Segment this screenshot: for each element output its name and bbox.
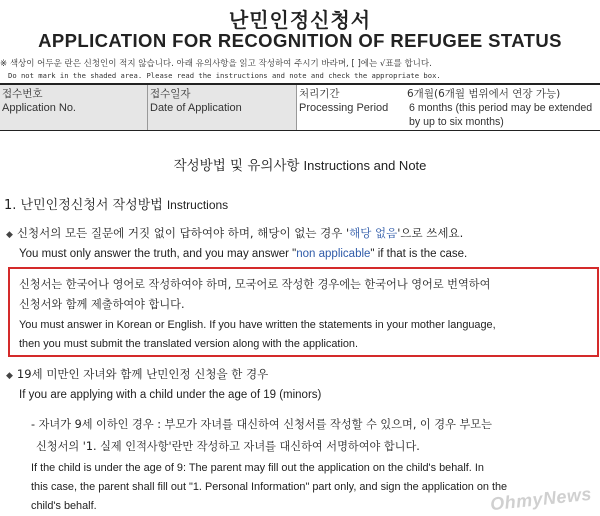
bullet-text: 19세 미만인 자녀와 함께 난민인정 신청을 한 경우 xyxy=(16,367,269,381)
language-requirement-en-1: You must answer in Korean or English. If you have written the statements in your mother language, xyxy=(19,319,496,331)
table-bottom-border xyxy=(0,130,600,131)
quoted-text: non applicable xyxy=(296,248,371,260)
language-requirement-ko-2: 신청서와 함께 제출하여야 합니다. xyxy=(19,298,185,311)
bullet-minor-children-ko xyxy=(6,366,268,382)
instructions-section-title xyxy=(0,154,600,174)
processing-period-value-en-1: 6 months (this period may be extended xyxy=(409,102,593,114)
bullet-truthful-answers-en xyxy=(19,248,467,260)
bullet-text: '으로 쓰세요. xyxy=(397,226,464,240)
bullet-text: You must only answer the truth, and you may answer " xyxy=(19,248,297,260)
shaded-area-notice-korean: ※ 색상이 어두운 란은 신청인이 적지 않습니다. 아래 유의사항을 읽고 작성하여 주시기 바라며, [ ]에는 √표를 합니다. xyxy=(0,59,432,69)
processing-period-value-en-2: by up to six months) xyxy=(409,116,504,128)
receipt-number-cell xyxy=(0,85,147,130)
heading-en: Instructions xyxy=(166,198,229,212)
application-date-label-en: Date of Application xyxy=(150,102,242,114)
language-requirement-en-2: then you must submit the translated version along with the application. xyxy=(19,338,359,350)
diamond-bullet-icon: ◆ xyxy=(6,371,13,381)
bullet-minor-children-en: If you are applying with a child under the age of 19 (minors) xyxy=(19,389,322,401)
bullet-text: " if that is the case. xyxy=(370,248,468,260)
section-title-en: Instructions and Note xyxy=(303,158,427,173)
diamond-bullet-icon: ◆ xyxy=(6,230,13,240)
processing-period-value-cell xyxy=(405,85,600,130)
application-date-cell xyxy=(148,85,296,130)
form-title-english: APPLICATION FOR RECOGNITION OF REFUGEE STATUS xyxy=(38,30,562,51)
ohmynews-watermark: OhmyNews xyxy=(489,483,593,515)
section-title-ko: 작성방법 및 유의사항 xyxy=(173,158,300,174)
under-nine-rule-ko-2: 신청서의 '1. 실제 인적사항'란만 작성하고 자녀를 대신하여 서명하여야 합니다. xyxy=(36,440,420,453)
processing-period-value-ko: 6개월(6개월 범위에서 연장 가능) xyxy=(407,88,561,100)
receipt-number-label-ko: 접수번호 xyxy=(2,88,43,100)
processing-period-label-en: Processing Period xyxy=(299,102,389,114)
bullet-truthful-answers-ko xyxy=(6,225,463,241)
language-requirement-ko-1: 신청서는 한국어나 영어로 작성하여야 하며, 모국어로 작성한 경우에는 한국어나 영어로 번역하여 xyxy=(19,278,491,291)
bullet-text: 신청서의 모든 질문에 거짓 없이 답하여야 하며, 해당이 없는 경우 ' xyxy=(16,226,350,240)
under-nine-rule-en-1: If the child is under the age of 9: The parent may fill out the application on the child's behalf. In xyxy=(31,462,484,474)
processing-period-label-ko: 처리기간 xyxy=(299,88,340,100)
instructions-heading xyxy=(4,194,228,213)
heading-ko: 1. 난민인정신청서 작성방법 xyxy=(4,198,163,213)
receipt-number-label-en: Application No. xyxy=(2,102,76,114)
under-nine-rule-ko-1: - 자녀가 9세 이하인 경우 : 부모가 자녀를 대신하여 신청서를 작성할 수 있으며, 이 경우 부모는 xyxy=(31,418,492,431)
form-title-korean: 난민인정신청서 xyxy=(228,8,372,32)
processing-period-cell xyxy=(297,85,405,130)
under-nine-rule-en-3: child's behalf. xyxy=(31,500,97,512)
shaded-area-notice-english: Do not mark in the shaded area. Please read the instructions and note and check the appropriate box. xyxy=(8,71,441,80)
under-nine-rule-en-2: this case, the parent shall fill out "1. Personal Information" part only, and sign the application on the xyxy=(31,481,508,493)
application-date-label-ko: 접수일자 xyxy=(150,88,191,100)
quoted-text: 해당 없음 xyxy=(349,226,398,240)
